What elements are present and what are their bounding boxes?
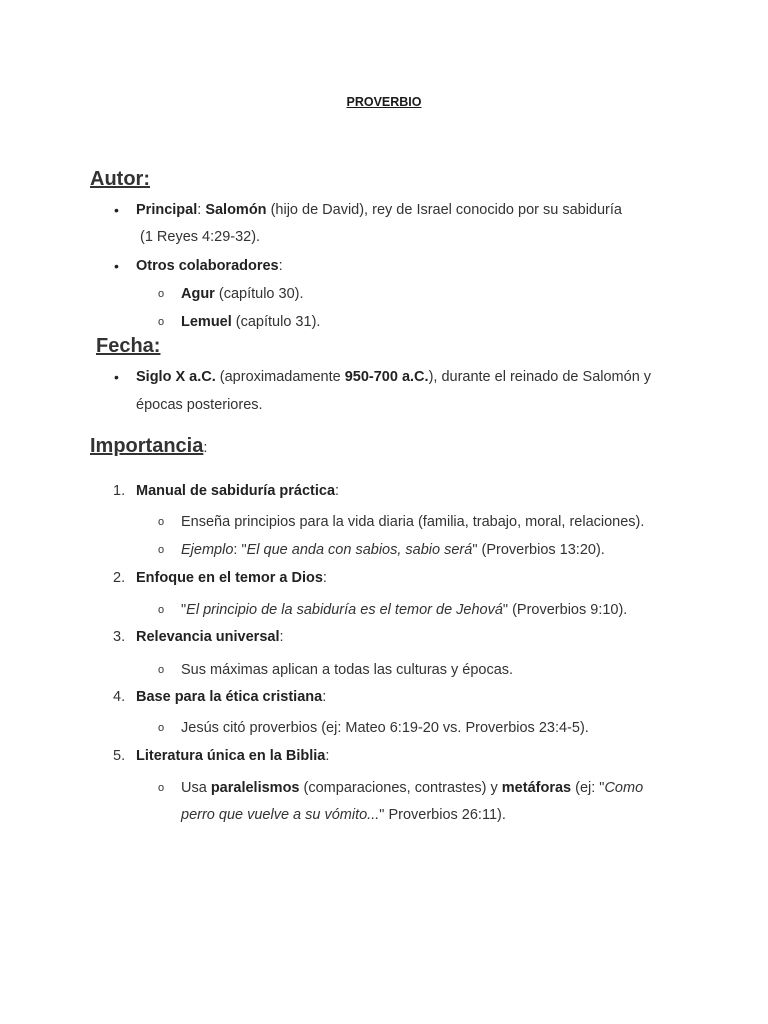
importancia-item-2-sub: "El principio de la sabiduría es el temor de Jehová" (Proverbios 9:10). (181, 602, 628, 618)
list-number: 2. (113, 570, 126, 586)
importancia-item-1: Manual de sabiduría práctica: (136, 483, 340, 499)
autor-heading: Autor: (90, 168, 150, 190)
fecha-line-cont: épocas posteriores. (136, 397, 263, 413)
circle-bullet: o (158, 288, 165, 300)
circle-bullet: o (158, 316, 165, 328)
autor-sub-agur: Agur (capítulo 30). (181, 286, 304, 302)
circle-bullet: o (158, 782, 165, 794)
list-number: 3. (113, 629, 126, 645)
circle-bullet: o (158, 664, 165, 676)
list-number: 5. (113, 748, 126, 764)
bullet-dot: • (114, 258, 119, 274)
bullet-dot: • (114, 202, 119, 218)
importancia-item-3-sub: Sus máximas aplican a todas las culturas y épocas. (181, 662, 514, 678)
fecha-line: Siglo X a.C. (aproximadamente 950-700 a.C.), durante el reinado de Salomón y (136, 369, 652, 385)
autor-principal-ref: (1 Reyes 4:29-32). (140, 229, 261, 245)
importancia-item-5-sub: Usa paralelismos (comparaciones, contrastes) y metáforas (ej: "Como (181, 780, 644, 796)
fecha-heading: Fecha: (96, 335, 161, 357)
importancia-heading: Importancia: (90, 435, 208, 457)
circle-bullet: o (158, 722, 165, 734)
circle-bullet: o (158, 544, 165, 556)
importancia-item-4: Base para la ética cristiana: (136, 689, 327, 705)
importancia-item-5: Literatura única en la Biblia: (136, 748, 330, 764)
document-title: PROVERBIO (346, 95, 422, 109)
importancia-item-3: Relevancia universal: (136, 629, 284, 645)
importancia-item-2: Enfoque en el temor a Dios: (136, 570, 327, 586)
importancia-item-1-sub-2: Ejemplo: "El que anda con sabios, sabio será" (Proverbios 13:20). (181, 542, 605, 558)
circle-bullet: o (158, 604, 165, 616)
autor-sub-lemuel: Lemuel (capítulo 31). (181, 314, 321, 330)
circle-bullet: o (158, 516, 165, 528)
importancia-item-4-sub: Jesús citó proverbios (ej: Mateo 6:19-20 vs. Proverbios 23:4-5). (181, 720, 589, 736)
importancia-item-5-sub-cont: perro que vuelve a su vómito..." Proverbios 26:11). (181, 807, 506, 823)
importancia-item-1-sub-1: Enseña principios para la vida diaria (familia, trabajo, moral, relaciones). (181, 514, 645, 530)
list-number: 4. (113, 689, 126, 705)
autor-otros-line: Otros colaboradores: (136, 258, 283, 274)
list-number: 1. (113, 483, 126, 499)
bullet-dot: • (114, 369, 119, 385)
autor-principal-line: Principal: Salomón (hijo de David), rey de Israel conocido por su sabiduría (136, 202, 622, 218)
